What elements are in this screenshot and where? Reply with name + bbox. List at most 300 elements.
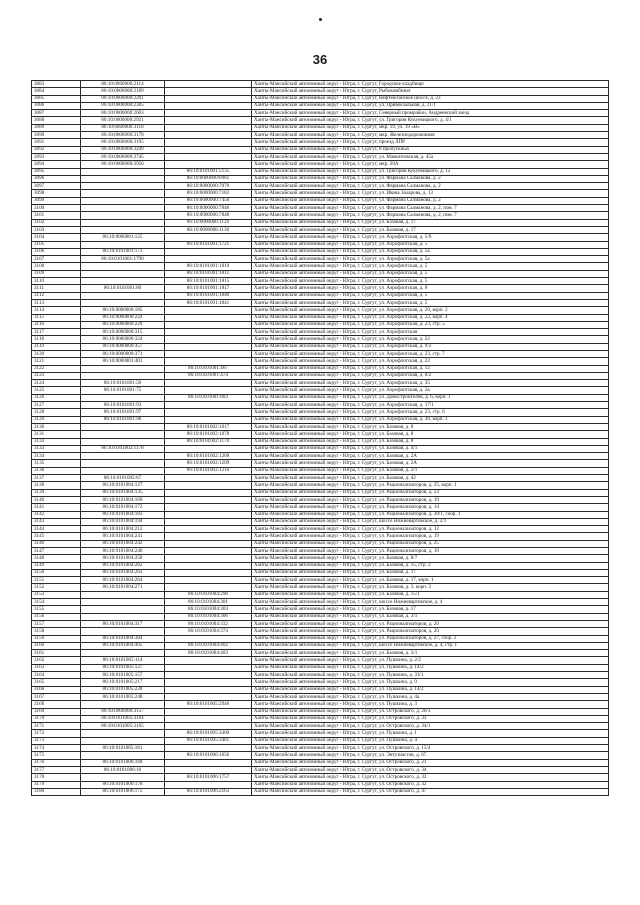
cadastral-number	[81, 270, 165, 277]
cadastral-number: 86:10:0000000:3745	[81, 153, 165, 160]
table-row	[32, 81, 609, 88]
table-row	[32, 146, 609, 153]
address: Ханты-Мансийский автономный округ - Югра, г. Сургут, ул. Пушкина, д. 1	[252, 730, 609, 737]
cadastral-number-building: 86:10:0000000:7848	[165, 212, 252, 219]
table-row	[32, 409, 609, 416]
cadastral-number-building	[165, 139, 252, 146]
row-number: 3127	[32, 402, 81, 409]
row-number: 3083	[32, 81, 81, 88]
row-number: 3168	[32, 701, 81, 708]
row-number: 3129	[32, 416, 81, 423]
cadastral-number: 86:10:0000000:2201	[81, 95, 165, 102]
cadastral-number-building: 86:10:0101005:3400	[165, 730, 252, 737]
table-row	[32, 548, 609, 555]
table-row	[32, 774, 609, 781]
address: Ханты-Мансийский автономный округ - Югра, г. Сургут, ул. Аэрофлотская, д. 5	[252, 299, 609, 306]
cadastral-number-building: 86:10:0101004:374	[165, 628, 252, 635]
table-row	[32, 489, 609, 496]
table-row	[32, 175, 609, 182]
cadastral-number: 86:10:0101006:168	[81, 759, 165, 766]
cadastral-number-building	[165, 518, 252, 525]
cadastral-number-building: 86:10:0101004:332	[165, 620, 252, 627]
cadastral-number: 86:10:0101004:183	[81, 511, 165, 518]
cadastral-number-building	[165, 759, 252, 766]
row-number: 3108	[32, 263, 81, 270]
address: Ханты-Мансийский автономный округ - Югра, г. Сургут, ул. Пушкина, д. 2/2	[252, 657, 609, 664]
row-number: 3128	[32, 409, 81, 416]
table-row	[32, 285, 609, 292]
cadastral-number-building: 86:10:0101002:1209	[165, 460, 252, 467]
table-row	[32, 95, 609, 102]
cadastral-number: 86:10:0000000:3118	[81, 124, 165, 131]
address: Ханты-Мансийский автономный округ - Югра, г. Сургут, ул. Фармана Салманова, д. 2	[252, 183, 609, 190]
cadastral-number	[81, 467, 165, 474]
cadastral-number: 86:10:0000000:3157	[81, 708, 165, 715]
address: Ханты-Мансийский автономный округ - Югра, г. Сургут, ул. Базовая, д. 2А	[252, 460, 609, 467]
address: Ханты-Мансийский автономный округ - Югра, г. Сургут, ул. Аэрофлотская, д. 5а	[252, 248, 609, 255]
row-number: 3172	[32, 730, 81, 737]
cadastral-number-building: 86:10:0101005:3401	[165, 737, 252, 744]
cadastral-number-building	[165, 124, 252, 131]
cadastral-number: 86:10:0000000:324	[81, 336, 165, 343]
address: Ханты-Мансийский автономный округ - Югра, г. Сургут, ул. Аэрофлотская	[252, 329, 609, 336]
cadastral-number	[81, 219, 165, 226]
cadastral-number-building: 86:10:0101004:306	[165, 613, 252, 620]
address: Ханты-Мансийский автономный округ - Югра, г. Сургут, ул. Ивана Захарова, д. 13	[252, 190, 609, 197]
table-row	[32, 752, 609, 759]
table-row	[32, 183, 609, 190]
table-row	[32, 329, 609, 336]
address: Ханты-Мансийский автономный округ - Югра, г. Сургут, ул. Григория Кукуевицкого, д. 12	[252, 168, 609, 175]
row-number: 3164	[32, 672, 81, 679]
address: Ханты-Мансийский автономный округ - Югра, г. Сургут, Северный промрайон, Андреевский заезд	[252, 110, 609, 117]
cadastral-number-building	[165, 314, 252, 321]
table-row	[32, 591, 609, 598]
address: Ханты-Мансийский автономный округ - Югра, г. Сургут, ул. Рационализаторов, д. 23	[252, 489, 609, 496]
table-row	[32, 431, 609, 438]
cadastral-number: 86:10:0000000:357	[81, 343, 165, 350]
row-number: 3143	[32, 518, 81, 525]
table-row	[32, 657, 609, 664]
row-number: 3134	[32, 453, 81, 460]
address: Ханты-Мансийский автономный округ - Югра, г. Сургут, ул. Рационализаторов, д. 25	[252, 540, 609, 547]
cadastral-number: 86:10:0000000:2114	[81, 81, 165, 88]
address: Ханты-Мансийский автономный округ - Югра, г. Сургут, ул. Фармана Салманова, д. 2	[252, 197, 609, 204]
address: Ханты-Мансийский автономный округ - Югра, г. Сургут, ул. Аэрофлотская, д. 5/9	[252, 234, 609, 241]
row-number: 3086	[32, 102, 81, 109]
table-row	[32, 117, 609, 124]
row-number: 3121	[32, 358, 81, 365]
table-row	[32, 679, 609, 686]
table-row	[32, 737, 609, 744]
cadastral-number: 86:10:0101004:127	[81, 482, 165, 489]
cadastral-number-building	[165, 562, 252, 569]
cadastral-number-building: 86:10:0101001:803	[165, 394, 252, 401]
row-number: 3180	[32, 788, 81, 795]
cadastral-number-building	[165, 540, 252, 547]
address: Ханты-Мансийский автономный округ - Югра, г. Сургут, ул. Базовая, д. 8/7	[252, 555, 609, 562]
cadastral-number-building	[165, 146, 252, 153]
row-number: 3162	[32, 657, 81, 664]
cadastral-number-building	[165, 343, 252, 350]
row-number: 3118	[32, 336, 81, 343]
cadastral-number-building	[165, 110, 252, 117]
row-number: 3140	[32, 496, 81, 503]
row-number: 3173	[32, 737, 81, 744]
row-number: 3161	[32, 650, 81, 657]
table-row	[32, 723, 609, 730]
table-row	[32, 307, 609, 314]
cadastral-number	[81, 168, 165, 175]
cadastral-number: 86:10:0101004:405	[81, 642, 165, 649]
row-number: 3109	[32, 270, 81, 277]
cadastral-number-building	[165, 577, 252, 584]
cadastral-number: 86:10:0101001:93	[81, 402, 165, 409]
table-row	[32, 314, 609, 321]
cadastral-number: 86:10:0101006:178	[81, 781, 165, 788]
cadastral-number	[81, 372, 165, 379]
cadastral-number-building	[165, 95, 252, 102]
table-row	[32, 132, 609, 139]
row-number: 3170	[32, 715, 81, 722]
table-row	[32, 153, 609, 160]
cadastral-number-building: 86:10:0000000:1130	[165, 226, 252, 233]
address: Ханты-Мансийский автономный округ - Югра, г. Сургут, ул. Аэрофлотская, д. 5	[252, 278, 609, 285]
table-row	[32, 467, 609, 474]
address: Ханты-Мансийский автономный округ - Югра, г. Сургут, ул. Аэрофлотская, д. 5	[252, 292, 609, 299]
address: Ханты-Мансийский автономный округ - Югра, г. Сургут, ул. Привокзальная, д. 21/1	[252, 102, 609, 109]
cadastral-number	[81, 197, 165, 204]
cadastral-number-building	[165, 708, 252, 715]
cadastral-number: 86:10:0101005:228	[81, 686, 165, 693]
cadastral-number: 86:10:0000000:185	[81, 307, 165, 314]
table-row	[32, 496, 609, 503]
cadastral-number: 86:10:0000000:224	[81, 314, 165, 321]
table-row	[32, 416, 609, 423]
address: Ханты-Мансийский автономный округ - Югра, г. Сургут, ул. Аэрофлотская, д. 5	[252, 241, 609, 248]
address: Ханты-Мансийский автономный округ - Югра, г. Сургут, ул. Островского, д. 21	[252, 759, 609, 766]
address: Ханты-Мансийский автономный округ - Югра, г. Сургут, ул. Фармана Салманова, д. 2, пом. 7	[252, 205, 609, 212]
cadastral-number-building	[165, 511, 252, 518]
row-number: 3141	[32, 504, 81, 511]
row-number: 3131	[32, 431, 81, 438]
cadastral-number: 86:10:0101004:317	[81, 620, 165, 627]
address: Ханты-Мансийский автономный округ - Югра, г. Сургут, мкр. 20А	[252, 161, 609, 168]
cadastral-number-building	[165, 102, 252, 109]
cadastral-number: 86:10:0101004:384	[81, 635, 165, 642]
cadastral-number: 86:10:0101005:161	[81, 745, 165, 752]
row-number: 3167	[32, 693, 81, 700]
cadastral-number-building: 86:10:0000000:7182	[165, 190, 252, 197]
row-number: 3156	[32, 613, 81, 620]
row-number: 3148	[32, 555, 81, 562]
cadastral-number: 86:10:0101004:194	[81, 518, 165, 525]
row-number: 3171	[32, 723, 81, 730]
cadastral-number-building: 86:10:0101002:1017	[165, 423, 252, 430]
cadastral-number-building	[165, 132, 252, 139]
table-row	[32, 708, 609, 715]
cadastral-number: 86:10:0101004:135	[81, 489, 165, 496]
table-row	[32, 380, 609, 387]
address: Ханты-Мансийский автономный округ - Югра, г. Сургут, ул. Базовая, д. 4/1	[252, 445, 609, 452]
cadastral-number-building: 86:10:0101006:1757	[165, 774, 252, 781]
row-number: 3104	[32, 234, 81, 241]
page-number: 36	[312, 52, 328, 67]
cadastral-number-building	[165, 657, 252, 664]
cadastral-number-building: 86:10:0101002:1208	[165, 453, 252, 460]
row-number: 3176	[32, 759, 81, 766]
cadastral-number: 86:10:0101005:217	[81, 679, 165, 686]
row-number: 3091	[32, 139, 81, 146]
cadastral-number-building: 86:10:0101001:1815	[165, 278, 252, 285]
table-row	[32, 336, 609, 343]
table-row	[32, 533, 609, 540]
cadastral-number: 86:10:0101001:98	[81, 416, 165, 423]
row-number: 3096	[32, 175, 81, 182]
cadastral-number: 86:10:0000000:2189	[81, 88, 165, 95]
table-row	[32, 234, 609, 241]
row-number: 3097	[32, 183, 81, 190]
table-row	[32, 372, 609, 379]
cadastral-number	[81, 183, 165, 190]
cadastral-number-building: 86:10:0101004:402	[165, 642, 252, 649]
table-row	[32, 701, 609, 708]
cadastral-number: 86:10:0101006:16	[81, 766, 165, 773]
row-number: 3111	[32, 285, 81, 292]
cadastral-number-building	[165, 533, 252, 540]
row-number: 3139	[32, 489, 81, 496]
table-row	[32, 650, 609, 657]
row-number: 3110	[32, 278, 81, 285]
cadastral-number-building	[165, 686, 252, 693]
cadastral-number: 86:10:0101005:248	[81, 693, 165, 700]
cadastral-number	[81, 730, 165, 737]
row-number: 3146	[32, 540, 81, 547]
address: Ханты-Мансийский автономный округ - Югра, г. Сургут, ул. Пушкина, д. 4	[252, 737, 609, 744]
cadastral-number-building: 86:10:0101004:298	[165, 591, 252, 598]
row-number: 3098	[32, 190, 81, 197]
table-row	[32, 402, 609, 409]
cadastral-number	[81, 241, 165, 248]
address: Ханты-Мансийский автономный округ - Югра, г. Сургут, ул. Аэрофлотская, д. 9/2	[252, 343, 609, 350]
cadastral-number-building	[165, 88, 252, 95]
cadastral-number-building: 86:10:0101001:1841	[165, 299, 252, 306]
address: Ханты-Мансийский автономный округ - Югра, г. Сургут, ул. Пушкина, д. 14/2	[252, 686, 609, 693]
address: Ханты-Мансийский автономный округ - Югра, г. Сургут, ул. Пушкина, д. 9	[252, 679, 609, 686]
row-number: 3166	[32, 686, 81, 693]
address: Ханты-Мансийский автономный округ - Югра, г. Сургут, ул. Базовая, д. 2А	[252, 453, 609, 460]
cadastral-number: 86:10:0000000:3178	[81, 132, 165, 139]
row-number: 3116	[32, 321, 81, 328]
row-number: 3138	[32, 482, 81, 489]
address: Ханты-Мансийский автономный округ - Югра, г. Сургут, ул. Аэрофлотская, д. 5	[252, 270, 609, 277]
cadastral-number	[81, 175, 165, 182]
row-number: 3122	[32, 365, 81, 372]
cadastral-number-building	[165, 336, 252, 343]
table-row	[32, 197, 609, 204]
row-number: 3092	[32, 146, 81, 153]
cadastral-number-building	[165, 321, 252, 328]
cadastral-number	[81, 431, 165, 438]
address: Ханты-Мансийский автономный округ - Югра, г. Сургут, ул. Аэрофлотская, д. 22	[252, 336, 609, 343]
cadastral-number-building	[165, 664, 252, 671]
table-row	[32, 278, 609, 285]
address: Ханты-Мансийский автономный округ - Югра, г. Сургут, ул. Аэрофлотская, д. 23, стр. 7	[252, 350, 609, 357]
address: Ханты-Мансийский автономный округ - Югра, г. Сургут, ул. Энтузиастов, д. 67	[252, 752, 609, 759]
cadastral-number-building	[165, 679, 252, 686]
cadastral-number-building: 86:10:0101006:2163	[165, 788, 252, 795]
row-number: 3124	[32, 380, 81, 387]
address: Ханты-Мансийский автономный округ - Югра, г. Сургут, ул. Базовая, д. 8	[252, 438, 609, 445]
cadastral-number-building	[165, 161, 252, 168]
cadastral-number	[81, 599, 165, 606]
address: Ханты-Мансийский автономный округ - Югра, г. Сургут, ул. Базовая, д. 8	[252, 431, 609, 438]
cadastral-number	[81, 299, 165, 306]
cadastral-number-building	[165, 781, 252, 788]
cadastral-number-building: 86:10:0000000:7070	[165, 183, 252, 190]
row-number: 3120	[32, 350, 81, 357]
row-number: 3142	[32, 511, 81, 518]
row-number: 3151	[32, 577, 81, 584]
cadastral-number	[81, 737, 165, 744]
row-number: 3130	[32, 423, 81, 430]
cadastral-number-building	[165, 81, 252, 88]
address: Ханты-Мансийский автономный округ - Югра, г. Сургут, ул. Рационализаторов, д. 19	[252, 548, 609, 555]
cadastral-number-building: 86:10:0101005:2946	[165, 701, 252, 708]
address: Ханты-Мансийский автономный округ - Югра, г. Сургут, ул. Мамонтовская, д. 45а	[252, 153, 609, 160]
address: Ханты-Мансийский автономный округ - Югра, г. Сургут, ул. Базовая, д. 8	[252, 423, 609, 430]
address: Ханты-Мансийский автономный округ - Югра, г. Сургут, ул. Базовая, д. 42	[252, 475, 609, 482]
address: Ханты-Мансийский автономный округ - Югра, г. Сургут, ул. Домостроителей, д. 6, корп. 1	[252, 394, 609, 401]
address: Ханты-Мансийский автономный округ - Югра, г. Сургут, ул. Базовая, д. 17	[252, 606, 609, 613]
address: Ханты-Мансийский автономный округ - Югра, г. Сургут, шоссе Нижневартовское, д. 4	[252, 599, 609, 606]
cadastral-number-building	[165, 489, 252, 496]
cadastral-number: 86:10:0000000:2921	[81, 117, 165, 124]
cadastral-number	[81, 752, 165, 759]
address: Ханты-Мансийский автономный округ - Югра, г. Сургут, ул. Базовая, д. 17, корп. 1	[252, 577, 609, 584]
row-number: 3093	[32, 153, 81, 160]
cadastral-number-building	[165, 153, 252, 160]
table-row	[32, 511, 609, 518]
cadastral-number: 86:10:0000000:3249	[81, 146, 165, 153]
cadastral-number	[81, 613, 165, 620]
row-number: 3136	[32, 467, 81, 474]
cadastral-number	[81, 606, 165, 613]
cadastral-number	[81, 438, 165, 445]
table-row	[32, 482, 609, 489]
table-row	[32, 453, 609, 460]
table-row	[32, 518, 609, 525]
address: Ханты-Мансийский автономный округ - Югра, г. Сургут, ул. Базовая, д. 17	[252, 569, 609, 576]
table-row	[32, 358, 609, 365]
row-number: 3119	[32, 343, 81, 350]
row-number: 3150	[32, 569, 81, 576]
cadastral-number-building	[165, 234, 252, 241]
scan-dot-mark	[319, 18, 322, 21]
address: Ханты-Мансийский автономный округ - Югра, г. Сургут, ул. Базовая, д. 3/1	[252, 613, 609, 620]
cadastral-number: 86:10:0101005:114	[81, 657, 165, 664]
cadastral-number: 86:10:0000000:2305	[81, 102, 165, 109]
table-row	[32, 642, 609, 649]
table-row	[32, 394, 609, 401]
cadastral-number-building: 86:10:0101001:1811	[165, 270, 252, 277]
address: Ханты-Мансийский автономный округ - Югра, г. Сургут, ул. Аэрофлотская, д. 35	[252, 380, 609, 387]
address: Ханты-Мансийский автономный округ - Югра, г. Сургут, ул. Аэрофлотская, д. 23, стр. 6	[252, 409, 609, 416]
row-number: 3107	[32, 256, 81, 263]
address: Ханты-Мансийский автономный округ - Югра, г. Сургут, ул. Аэрофлотская, д. 23, стр. 5	[252, 321, 609, 328]
table-row	[32, 226, 609, 233]
table-row	[32, 212, 609, 219]
cadastral-number: 86:10:0101001:97	[81, 409, 165, 416]
cadastral-number-building	[165, 248, 252, 255]
address: Ханты-Мансийский автономный округ - Югра, г. Сургут, ул. Аэрофлотская, д. 12	[252, 365, 609, 372]
table-row	[32, 781, 609, 788]
table-row	[32, 693, 609, 700]
address: Ханты-Мансийский автономный округ - Югра, г. Сургут, ул. Аэрофлотская, д. 22, корп. 4	[252, 314, 609, 321]
cadastral-number: 86:10:0000001:125	[81, 234, 165, 241]
cadastral-number	[81, 292, 165, 299]
table-row	[32, 606, 609, 613]
address: Ханты-Мансийский автономный округ - Югра, г. Сургут, ул. Пушкина, д. 14/2	[252, 664, 609, 671]
table-row	[32, 577, 609, 584]
row-number: 3117	[32, 329, 81, 336]
address: Ханты-Мансийский автономный округ - Югра, г. Сургут, ул. Аэрофлотская, д. 17/1	[252, 402, 609, 409]
address: Ханты-Мансийский автономный округ - Югра, г. Сургут, ул. Базовая, д. 17	[252, 226, 609, 233]
table-row	[32, 321, 609, 328]
cadastral-number: 86:10:0101004:246	[81, 548, 165, 555]
address: Ханты-Мансийский автономный округ - Югра, г. Сургут, ул. Островского, д. 15/4	[252, 745, 609, 752]
cadastral-number-building	[165, 380, 252, 387]
cadastral-number-building	[165, 402, 252, 409]
row-number: 3147	[32, 548, 81, 555]
table-row	[32, 219, 609, 226]
cadastral-number-building	[165, 672, 252, 679]
cadastral-number-building: 86:10:0101004:301	[165, 599, 252, 606]
address: Ханты-Мансийский автономный округ - Югра, г. Сургут, ул. Рационализаторов, д. 12	[252, 526, 609, 533]
table-row	[32, 584, 609, 591]
row-number: 3165	[32, 679, 81, 686]
cadastral-number-building: 86:10:0101001:1810	[165, 263, 252, 270]
table-row	[32, 445, 609, 452]
address: Ханты-Мансийский автономный округ - Югра, г. Сургут, ул. Островского, д. 47	[252, 788, 609, 795]
address: Ханты-Мансийский автономный округ - Югра, г. Сургут, Городское кладбище	[252, 81, 609, 88]
table-row	[32, 620, 609, 627]
address: Ханты-Мансийский автономный округ - Югра, г. Сургут, ул. Рационализаторов, д. 25, корп. 1	[252, 482, 609, 489]
address: Ханты-Мансийский автономный округ - Югра, г. Сургут, ул. Аэрофлотская, д. 8/2	[252, 372, 609, 379]
cadastral-number-building: 86:10:0101001:467	[165, 365, 252, 372]
cadastral-number-building	[165, 635, 252, 642]
cadastral-number	[81, 212, 165, 219]
cadastral-number	[81, 460, 165, 467]
cadastral-number	[81, 263, 165, 270]
cadastral-number: 86:10:0101001:173	[81, 248, 165, 255]
table-row	[32, 248, 609, 255]
cadastral-number: 86:10:0101005:127	[81, 664, 165, 671]
cadastral-number	[81, 628, 165, 635]
table-row	[32, 263, 609, 270]
cadastral-number: 86:10:0000000:3956	[81, 161, 165, 168]
table-row	[32, 343, 609, 350]
row-number: 3145	[32, 533, 81, 540]
address: Ханты-Мансийский автономный округ - Югра, г. Сургут, ул. Рационализаторов, д. 20	[252, 620, 609, 627]
row-number: 3106	[32, 248, 81, 255]
row-number: 3153	[32, 591, 81, 598]
table-row	[32, 730, 609, 737]
table-row	[32, 270, 609, 277]
cadastral-number-building	[165, 723, 252, 730]
address: Ханты-Мансийский автономный округ - Югра, г. Сургут, ул. Рационализаторов, д. 20	[252, 628, 609, 635]
row-number: 3158	[32, 628, 81, 635]
